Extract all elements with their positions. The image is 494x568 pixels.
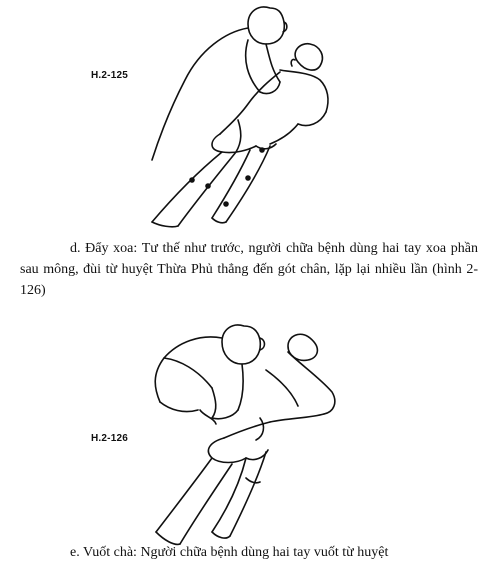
figure-label-125: H.2-125 bbox=[91, 70, 128, 81]
paragraph-e: e. Vuốt chà: Người chữa bệnh dùng hai tay vuốt từ huyệt bbox=[70, 545, 389, 560]
massage-illustration-126 bbox=[120, 318, 360, 568]
massage-illustration-125 bbox=[130, 0, 360, 240]
figure-label-126: H.2-126 bbox=[91, 433, 128, 444]
paragraph-d: d. Đẩy xoa: Tư thế như trước, người chữa bệnh dùng hai tay xoa phần sau mông, đùi từ huyệt Thừa Phủ thẳng đến gót chân, lặp lại nhiều lần (hình 2-126) bbox=[20, 241, 478, 298]
